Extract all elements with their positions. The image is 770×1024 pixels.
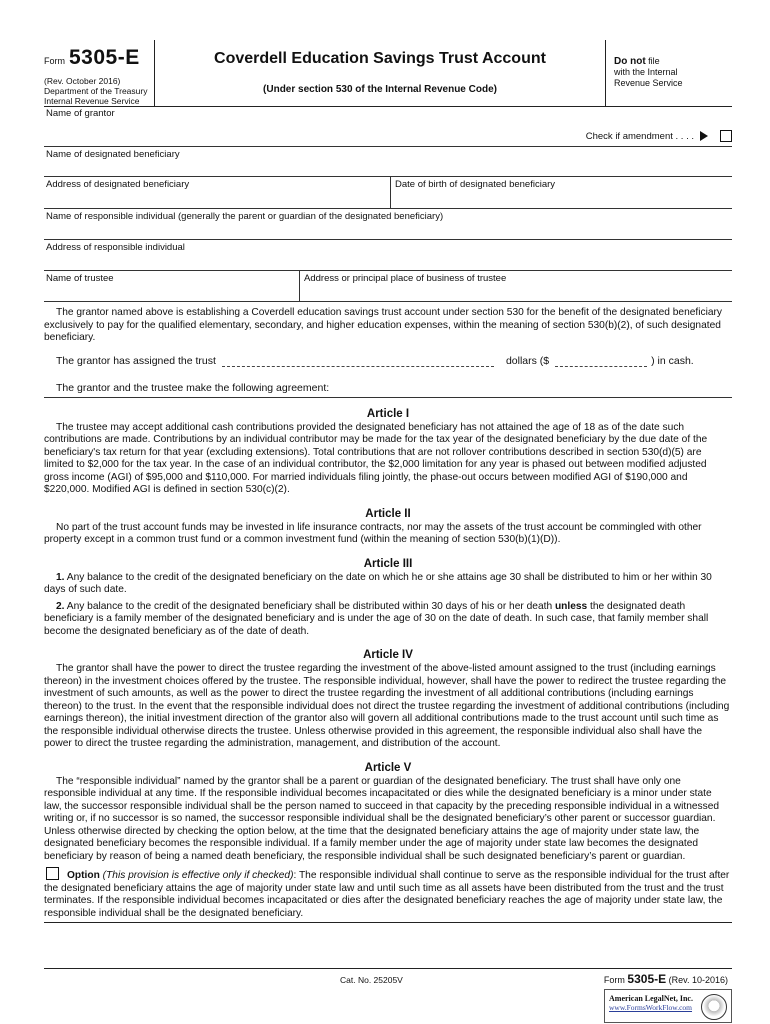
trust-amount-line — [44, 355, 732, 367]
form-subtitle: (Under section 530 of the Internal Revenue Code) — [263, 84, 497, 95]
do-not-line3: Revenue Service — [614, 78, 683, 88]
beneficiary-address-row — [44, 177, 732, 209]
trustee-address-field[interactable] — [299, 271, 732, 301]
amendment-label: Check if amendment . . . . — [585, 130, 694, 142]
responsible-label: Name of responsible individual (generally the parent or guardian of the designated beneficiary) — [46, 211, 444, 222]
revision-date: (Rev. October 2016) — [44, 76, 121, 86]
option-checkbox[interactable] — [46, 867, 59, 880]
beneficiary-field[interactable] — [44, 147, 732, 177]
grantor-label: Name of grantor — [46, 108, 115, 119]
publisher-stamp — [604, 989, 732, 1023]
responsible-field[interactable] — [44, 209, 732, 240]
stamp-company: American LegalNet, Inc. — [609, 994, 693, 1003]
cash-text: ) in cash. — [651, 354, 694, 367]
amendment-checkbox[interactable] — [720, 130, 732, 142]
option-paragraph — [44, 867, 732, 923]
stamp-website[interactable]: www.FormsWorkFlow.com — [609, 1003, 693, 1012]
item-2-text-b: the designated death beneficiary is a family member of the designated beneficiary and is under the age of 30 on the date of death. In such case, that family member shall become the designated beneficiary as of the date of death. — [44, 600, 709, 637]
trustee-address-label: Address or principal place of business of trustee — [304, 273, 507, 284]
beneficiary-dob-label: Date of birth of designated beneficiary — [395, 179, 556, 190]
amendment-check — [586, 130, 732, 142]
beneficiary-address-label: Address of designated beneficiary — [46, 179, 190, 190]
article-1-text: The trustee may accept additional cash contributions provided the designated beneficiary has not attained the age of 18 as of the date such contributions are made. Contributions by an individual contributor may be made for the tax year of the designated beneficiary by the due date of the beneficiary's tax return for that year (excluding extensions). Total contributions that are not rollover contributions described in section 530(d)(5) are limited to $2,000 for the tax year. In the case of an individual contributor, the $2,000 limitation for any year is phased out between modified adjusted gross income (AGI) of $95,000 and $110,000. For married individuals filing jointly, the phase-out occurs between modified AGI of $190,000 and $220,000. Modified AGI is defined in section 530(c)(2). — [44, 421, 708, 495]
unless-bold: unless — [554, 600, 588, 612]
catalog-number: Cat. No. 25205V — [340, 975, 403, 985]
agreement-line — [44, 382, 732, 398]
agreement-text: The grantor and the trustee make the following agreement: — [56, 381, 330, 394]
title-block — [155, 40, 605, 106]
beneficiary-label: Name of designated beneficiary — [46, 149, 180, 160]
agency: Internal Revenue Service — [44, 96, 140, 106]
article-2-text: No part of the trust account funds may be invested in life insurance contracts, nor may the assets of the trust account be commingled with other property except in a common trust fund or a common investment fund (within the meaning of section 530(b)(1)(D)). — [44, 521, 702, 545]
article-4-title: Article IV — [363, 649, 413, 661]
amount-figures-field[interactable] — [555, 355, 647, 367]
article-3-item-1 — [44, 572, 732, 597]
trustee-name-label: Name of trustee — [46, 273, 114, 284]
form-footer — [44, 968, 732, 1012]
beneficiary-dob-field[interactable] — [390, 177, 732, 208]
trustee-row — [44, 271, 732, 302]
item-2-text-a: Any balance to the credit of the designated beneficiary shall be distributed within 30 days of his or her death — [64, 600, 555, 612]
grantor-field[interactable] — [44, 107, 732, 147]
item-1-text: Any balance to the credit of the designated beneficiary on the date on which he or she attains age 30 shall be distributed to him or her within 30 days of such date. — [44, 571, 712, 595]
assigned-text: The grantor has assigned the trust — [56, 354, 216, 367]
article-4-text: The grantor shall have the power to direct the trustee regarding the investment of the above-listed amount assigned to the trust (including earnings thereon) in the investment choices offered by the trustee. The responsible individual, however, shall have the power to redirect the trustee regarding the investment of such amounts, as well as the power to direct the trustee regarding the investment of all additional contributions (including earnings thereon) to the trust. In the event that the responsible individual does not direct the trustee regarding the investment of additional contributions (including earnings thereon), the initial investment direction of the grantor also will govern all additional contributions made to the trust account until such time as the responsible individual otherwise directs the trustee. Unless otherwise provided in this agreement, the responsible individual also shall have the power to direct the trustee regarding the administration, management, and distribution of the account. — [44, 663, 730, 749]
do-not-rest: file — [645, 56, 660, 66]
form-number: 5305-E — [69, 46, 140, 69]
form-header — [44, 40, 732, 107]
article-3-item-2 — [44, 601, 732, 639]
item-2-number: 2. — [56, 600, 65, 612]
seal-icon — [701, 994, 727, 1020]
trustee-name-field[interactable] — [44, 271, 299, 301]
article-5-text: The “responsible individual” named by the grantor shall be a parent or guardian of the designated beneficiary. The trust shall have only one responsible individual at any time. If the responsible individual becomes incapacitated or dies while the designated beneficiary is a minor under state law, the successor responsible individual shall be the person named to succeed in that capacity by the preceding responsible individual in a witnessed writing or, if no successor is so named, the successor responsible individual shall be the designated beneficiary’s other parent or successor guardian. Unless otherwise directed by checking the option below, at the time that the designated beneficiary attains the age of majority under state law, the designated beneficiary becomes the responsible individual. If a family member under the age of majority under state law becomes the designated beneficiary by reason of being a named death beneficiary, the responsible individual shall be such designated beneficiary’s parent or guardian. — [44, 775, 720, 862]
option-text: : The responsible individual shall continue to serve as the responsible individual for the trust after the designated beneficiary attains the age of majority under state law and until such time as all assets have been distributed from the trust and the trust terminates. If the responsible individual becomes incapacitated or dies after the designated beneficiary reaches the age of majority under state law, the responsible individual shall be the designated beneficiary. — [44, 870, 730, 919]
form-title: Coverdell Education Savings Trust Account — [214, 50, 546, 67]
footer-form-id — [604, 972, 728, 986]
article-3-title: Article III — [363, 557, 413, 570]
option-label: Option — [67, 870, 100, 881]
arrow-right-icon — [700, 131, 708, 141]
do-not-file-note — [605, 40, 732, 106]
footer-form-word: Form — [603, 975, 625, 985]
do-not-bold: Do not — [614, 56, 646, 67]
article-2-title: Article II — [365, 507, 411, 520]
item-1-number: 1. — [56, 571, 65, 583]
form-id-block — [44, 40, 155, 106]
form-page — [44, 40, 732, 923]
beneficiary-address-field[interactable] — [44, 177, 390, 208]
do-not-line2: with the Internal — [614, 67, 678, 77]
dollars-text: dollars ($ — [505, 354, 550, 367]
footer-form-number: 5305-E — [627, 972, 667, 986]
intro-paragraph: The grantor named above is establishing a Coverdell education savings trust account under section 530 for the benefit of the designated beneficiary exclusively to pay for the qualified elementary, secondary, and higher education expenses, within the meaning of section 530(b)(2), of such designated beneficiary. — [44, 307, 722, 343]
amount-words-field[interactable] — [222, 355, 494, 367]
department: Department of the Treasury — [44, 86, 148, 96]
form-word: Form — [44, 56, 65, 66]
article-1-title: Article I — [366, 407, 410, 420]
option-paren: (This provision is effective only if checked) — [99, 870, 294, 881]
article-5-title: Article V — [364, 761, 412, 774]
footer-revision: (Rev. 10-2016) — [666, 975, 728, 985]
responsible-address-label: Address of responsible individual — [46, 242, 185, 253]
responsible-address-field[interactable] — [44, 240, 732, 271]
